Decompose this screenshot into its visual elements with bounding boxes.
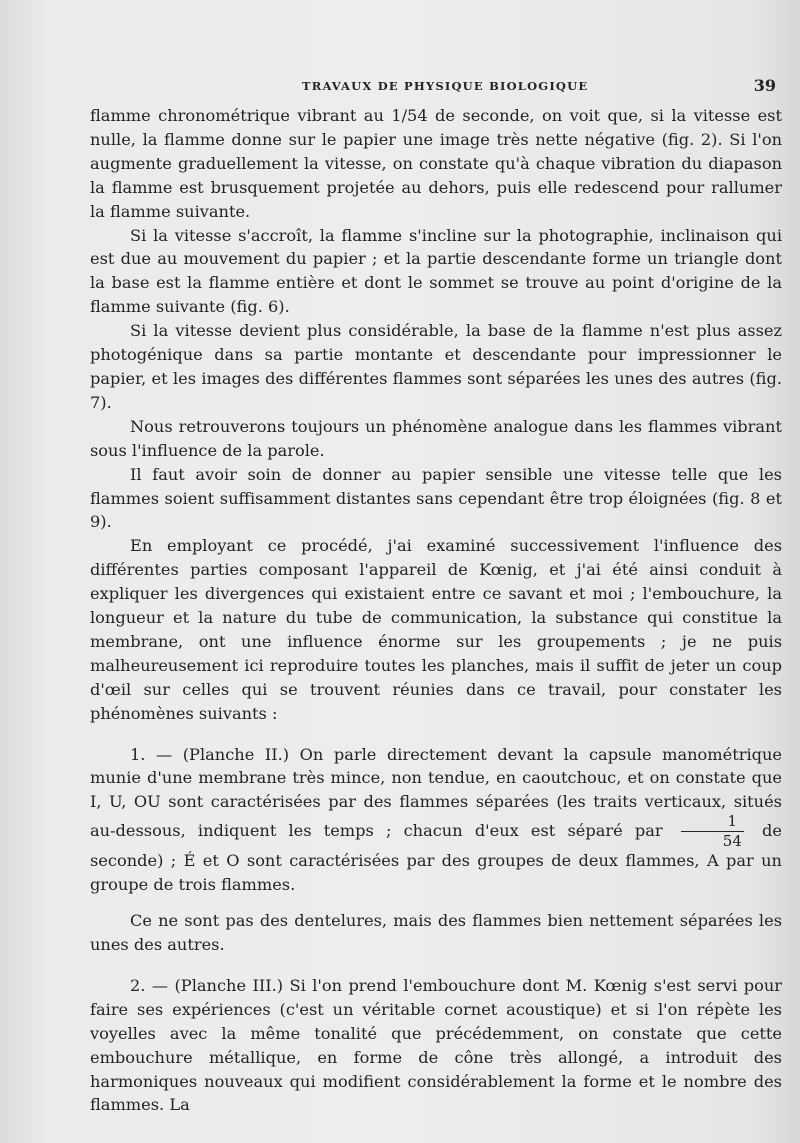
item-1-text-after: de seconde) ; É et O sont caractérisées par des groupes de deux flammes, A par un groupe de trois flammes. bbox=[90, 821, 782, 895]
running-title: TRAVAUX DE PHYSIQUE BIOLOGIQUE bbox=[302, 79, 589, 93]
paragraph-6: En employant ce procédé, j'ai examiné successivement l'influence des différentes parties composant l'appareil de Kœnig, et j'ai été ainsi conduit à expliquer les divergences qui existaient entre ce savant et moi ; l'embouchure, la longueur et la nature du tube de communication, la substance qui constitue la membrane, ont une influence énorme sur les groupements ; je ne puis malheureusement ici reproduire toutes les planches, mais il suffit de jeter un coup d'œil sur celles qui se trouvent réunies dans ce travail, pour constater les phénomènes suivants : bbox=[90, 536, 782, 723]
item-1 bbox=[90, 743, 782, 898]
paragraph-2: Si la vitesse s'accroît, la flamme s'incline sur la photographie, inclinaison qui est due au mouvement du papier ; et la partie descendante forme un triangle dont la base est la flamme entière et dont le sommet se trouve au point d'origine de la flamme suivante (fig. 6). bbox=[90, 225, 782, 317]
paragraph-4: Nous retrouverons toujours un phénomène analogue dans les flammes vibrant sous l'influence de la parole. bbox=[90, 416, 782, 460]
paragraph-3: Si la vitesse devient plus considérable, la base de la flamme n'est plus assez photogénique dans sa partie montante et descendante pour impressionner le papier, et les images des différentes flammes sont séparées les unes des autres (fig. 7). bbox=[90, 321, 782, 412]
body-text bbox=[90, 104, 782, 1117]
item-1-text-before: 1. — (Planche II.) On parle directement devant la capsule manométrique munie d'une membrane très mince, non tendue, en caoutchouc, et on constate que I, U, OU sont caractérisées par des flammes séparées (les traits verticaux, situés au-dessous, indiquent les temps ; chacun d'eux est séparé par bbox=[90, 744, 782, 841]
fraction-denominator: 54 bbox=[722, 832, 742, 851]
item-1-note: Ce ne sont pas des dentelures, mais des flammes bien nettement séparées les unes des autres. bbox=[90, 911, 782, 954]
paragraph-5: Il faut avoir soin de donner au papier sensible une vitesse telle que les flammes soient suffisamment distantes sans cependant être trop éloignées (fig. 8 et 9). bbox=[90, 464, 782, 532]
page-header bbox=[90, 76, 780, 96]
fraction-numerator: 1 bbox=[681, 814, 744, 832]
fraction bbox=[681, 814, 744, 849]
paragraph-1: flamme chronométrique vibrant au 1/54 de seconde, on voit que, si la vitesse est nulle, la flamme donne sur le papier une image très nette négative (fig. 2). Si l'on augmente graduellement la vitesse, on constate qu'à chaque vibration du diapason la flamme est brusquement projetée au dehors, puis elle redescend pour rallumer la flamme suivante. bbox=[90, 106, 782, 221]
item-2: 2. — (Planche III.) Si l'on prend l'embouchure dont M. Kœnig s'est servi pour faire ses expériences (c'est un véritable cornet acoustique) et si l'on répète les voyelles avec la même tonalité que précédemment, on constate que cette embouchure métallique, en forme de cône très allongé, a introduit des harmoniques nouveaux qui modifient considérablement la forme et le nombre des flammes. La bbox=[90, 975, 782, 1115]
page-number: 39 bbox=[753, 76, 776, 95]
